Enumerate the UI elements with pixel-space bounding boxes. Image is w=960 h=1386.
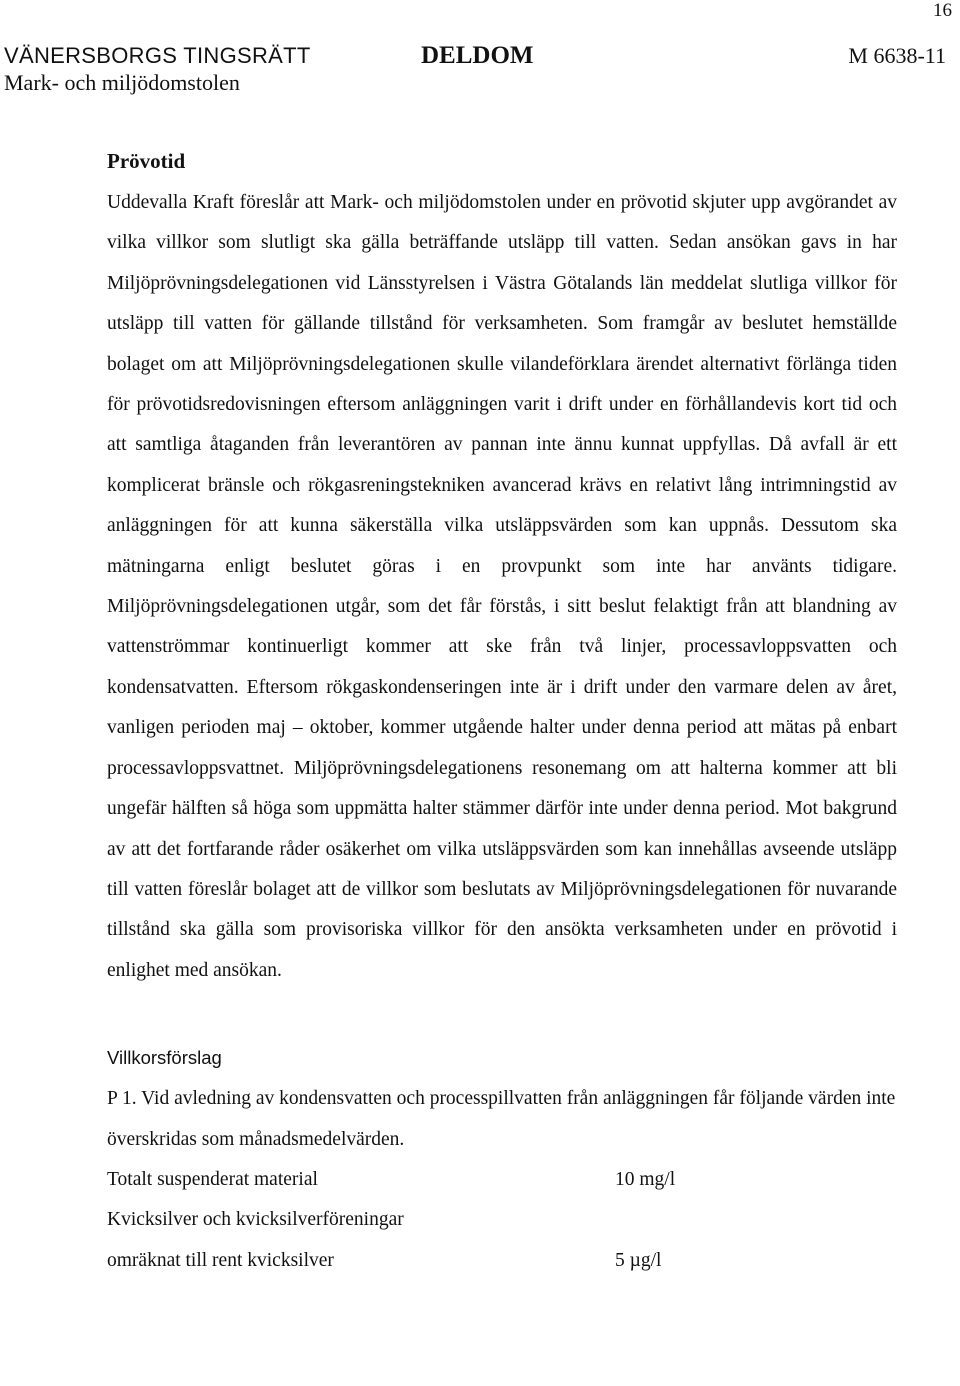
proposal-heading: Villkorsförslag [107,1047,222,1069]
department-name: Mark- och miljödomstolen [4,70,240,95]
row-label: Kvicksilver och kvicksilverföreningar [107,1209,404,1231]
table-row [107,1160,897,1200]
page-number: 16 [933,0,952,21]
row-label: omräknat till rent kvicksilver [107,1249,334,1271]
row-value: 5 µg/l [615,1249,662,1271]
table-row [107,1241,897,1281]
row-value [615,1200,815,1240]
row-label: Totalt suspenderat material [107,1168,318,1190]
document-type: DELDOM [421,42,534,69]
document-body [107,146,897,1281]
section-title: Prövotid [107,149,186,173]
case-number: M 6638-11 [848,43,946,68]
proposal-p1: P 1. Vid avledning av kondensvatten och processpillvatten från anläggningen får följande värden inte överskridas som månadsmedelvärden. [107,1088,896,1150]
header-court-block [4,42,311,96]
limits-table [107,1160,897,1281]
row-value: 10 mg/l [615,1168,676,1190]
section-body: Uddevalla Kraft föreslår att Mark- och miljödomstolen under en prövotid skjuter upp avgörandet av vilka villkor som slutligt ska gälla beträffande utsläpp till vatten. Sedan ansökan gavs in har Miljöprövningsdelegationen vid Länsstyrelsen i Västra Götalands län meddelat slutliga villkor för utsläpp till vatten för gällande tillstånd för verksamheten. Som framgår av beslutet hemställde bolaget om att Miljöprövningsdelegationen skulle vilandeförklara ärendet alternativt förlänga tiden för prövotidsredovisningen eftersom anläggningen varit i drift under en förhållandevis kort tid och att samtliga åtaganden från leverantören av pannan inte ännu kunnat uppfyllas. Då avfall är ett komplicerat bränsle och rökgasreningstekniken avancerad krävs en relativt lång intrimningstid av anläggningen för att kunna säkerställa vilka utsläppsvärden som kan uppnås. Dessutom ska mätningarna enligt beslutet göras i en provpunkt som inte har använts tidigare. Miljöprövningsdelegationen utgår, som det får förstås, i sitt beslut felaktigt från att blandning av vattenströmmar kontinuerligt kommer att ske från två linjer, processavloppsvatten och kondensatvatten. Eftersom rökgaskondenseringen inte är i drift under den varmare delen av året, vanligen perioden maj – oktober, kommer utgående halter under denna period att mätas på enbart processavloppsvattnet. Miljöprövningsdelegationens resonemang om att halterna kommer att bli ungefär hälften så höga som uppmätta halter stämmer därför inte under denna period. Mot bakgrund av att det fortfarande råder osäkerhet om vilka utsläppsvärden som kan innehållas avseende utsläpp till vatten föreslår bolaget att de villkor som beslutats av Miljöprövningsdelegationen för nuvarande tillstånd ska gälla som provisoriska villkor för den ansökta verksamheten under en prövotid i enlighet med ansökan. [107,192,897,981]
court-name: VÄNERSBORGS TINGSRÄTT [4,43,311,68]
table-row [107,1200,897,1240]
